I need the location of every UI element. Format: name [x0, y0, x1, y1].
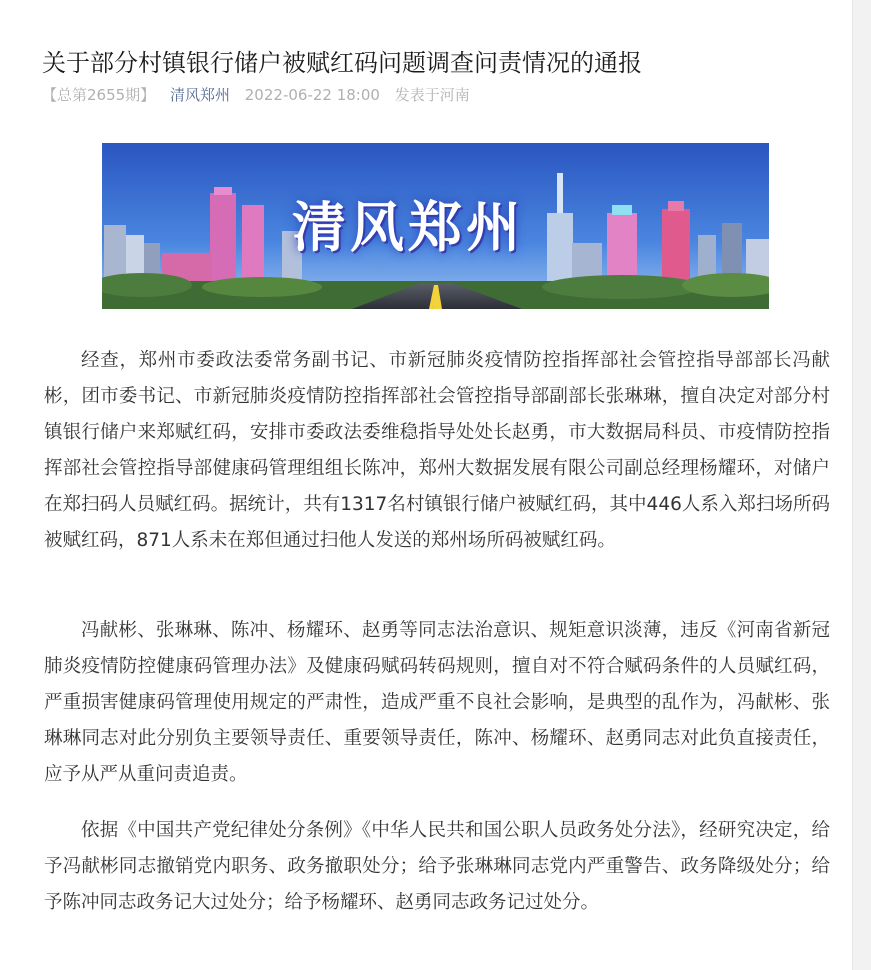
publish-location: 发表于河南 [394, 86, 470, 104]
article-paragraph-2: 冯献彬、张琳琳、陈冲、杨耀环、赵勇等同志法治意识、规矩意识淡薄，违反《河南省新冠肺炎疫情防控健康码管理办法》及健康码赋码转码规则，擅自对不符合赋码条件的人员赋红码，严重损害健康码管理使用规定的严肃性，造成严重不良社会影响，是典型的乱作为，冯献彬、张琳琳同志对此分别负主要领导责任、重要领导责任，陈冲、杨耀环、赵勇同志对此负直接责任，应予从严从重问责追责。 [44, 620, 830, 785]
article-title: 关于部分村镇银行储户被赋红码问题调查问责情况的通报 [42, 49, 642, 78]
banner-title: 清风郑州 [292, 196, 524, 259]
page-scroll-edge [852, 0, 871, 970]
publish-time: 2022-06-22 18:00 [244, 86, 380, 104]
issue-number: 【总第2655期】 [42, 86, 156, 104]
article-paragraph-3: 依据《中国共产党纪律处分条例》《中华人民共和国公职人员政务处分法》，经研究决定，给予冯献彬同志撤销党内职务、政务撤职处分；给予张琳琳同志党内严重警告、政务降级处分；给予陈冲同志政务记大过处分；给予杨耀环、赵勇同志政务记过处分。 [44, 820, 830, 913]
article-banner-image [102, 143, 769, 309]
article-paragraph-1: 经查，郑州市委政法委常务副书记、市新冠肺炎疫情防控指挥部社会管控指导部部长冯献彬，团市委书记、市新冠肺炎疫情防控指挥部社会管控指导部副部长张琳琳，擅自决定对部分村镇银行储户来郑赋红码，安排市委政法委维稳指导处处长赵勇，市大数据局科员、市疫情防控指挥部社会管控指导部健康码管理组组长陈冲，郑州大数据发展有限公司副总经理杨耀环，对储户在郑扫码人员赋红码。据统计，共有1317名村镇银行储户被赋红码，其中446人系入郑扫场所码被赋红码，871人系未在郑但通过扫他人发送的郑州场所码被赋红码。 [44, 350, 830, 551]
article-meta [42, 84, 480, 106]
account-name-link[interactable]: 清风郑州 [169, 86, 230, 104]
